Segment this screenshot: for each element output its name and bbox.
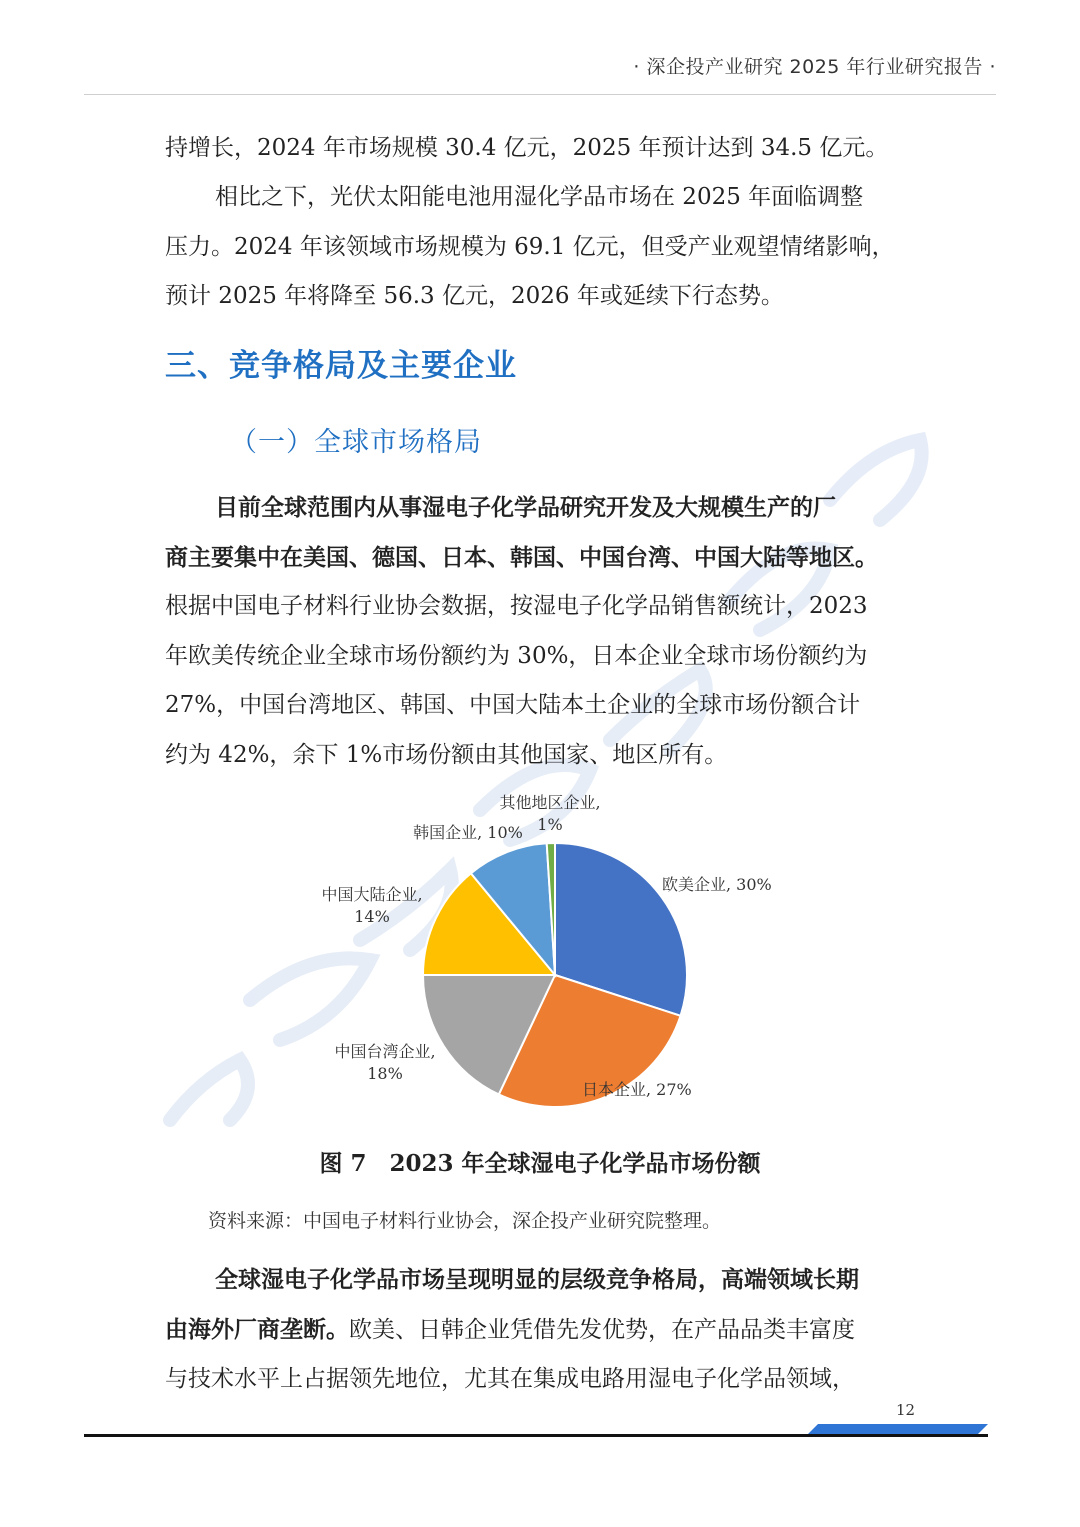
page-number: 12	[896, 1401, 916, 1419]
paragraph-2	[165, 173, 917, 322]
figure-caption: 图 7 2023 年全球湿电子化学品市场份额	[319, 1150, 761, 1177]
pie-slice-label: 其他地区企业,	[499, 793, 601, 812]
pie-chart	[300, 785, 820, 1125]
paragraph-line-bold: 目前全球范围内从事湿电子化学品研究开发及大规模生产的厂	[215, 494, 836, 521]
pie-slice-label: 中国台湾企业,	[334, 1042, 436, 1061]
paragraph-line-bold: 商主要集中在美国、德国、日本、韩国、中国台湾、中国大陆等地区。	[165, 543, 878, 571]
page-header: · 深企投产业研究 2025 年行业研究报告 ·	[633, 56, 996, 78]
footer-rule	[84, 1434, 988, 1437]
subsection-heading: （一）全球市场格局	[230, 427, 482, 458]
paragraph-line: 27%，中国台湾地区、韩国、中国大陆本土企业的全球市场份额合计	[165, 692, 861, 718]
paragraph-line-bold: 由海外厂商垄断。	[165, 1315, 349, 1343]
pie-slice-label: 欧美企业, 30%	[662, 875, 772, 894]
paragraph-line: 欧美、日韩企业凭借先发优势，在产品品类丰富度	[349, 1316, 855, 1343]
pie-slice-label: 中国大陆企业,	[321, 885, 423, 904]
paragraph-line: 与技术水平上占据领先地位，尤其在集成电路用湿电子化学品领域，	[165, 1366, 855, 1392]
paragraph-line: 预计 2025 年将降至 56.3 亿元，2026 年或延续下行态势。	[165, 283, 784, 309]
paragraph-1	[165, 124, 917, 174]
figure-source: 资料来源：中国电子材料行业协会，深企投产业研究院整理。	[208, 1210, 722, 1232]
footer-accent-bar	[808, 1424, 988, 1434]
header-rule	[84, 94, 996, 95]
section-heading: 三、竞争格局及主要企业	[165, 348, 517, 384]
paragraph-line: 相比之下，光伏太阳能电池用湿化学品市场在 2025 年面临调整	[215, 184, 864, 210]
pie-slice-label: 日本企业, 27%	[582, 1080, 692, 1099]
pie-slice-value-label: 14%	[354, 907, 390, 926]
pie-slice-value-label: 1%	[537, 815, 563, 834]
paragraph-line: 约为 42%，余下 1%市场份额由其他国家、地区所有。	[165, 741, 728, 768]
paragraph-line-bold: 全球湿电子化学品市场呈现明显的层级竞争格局，高端领域长期	[215, 1266, 859, 1293]
paragraph-line: 根据中国电子材料行业协会数据，按湿电子化学品销售额统计，2023	[165, 593, 868, 619]
pie-slice-value-label: 18%	[367, 1064, 403, 1083]
paragraph-3	[165, 483, 917, 780]
paragraph-line: 持增长，2024 年市场规模 30.4 亿元，2025 年预计达到 34.5 亿元。	[165, 135, 889, 161]
paragraph-line: 年欧美传统企业全球市场份额约为 30%，日本企业全球市场份额约为	[165, 642, 868, 669]
paragraph-4	[165, 1255, 917, 1405]
pie-slice-label: 韩国企业, 10%	[413, 823, 523, 842]
paragraph-line: 压力。2024 年该领域市场规模为 69.1 亿元，但受产业观望情绪影响，	[165, 233, 895, 260]
